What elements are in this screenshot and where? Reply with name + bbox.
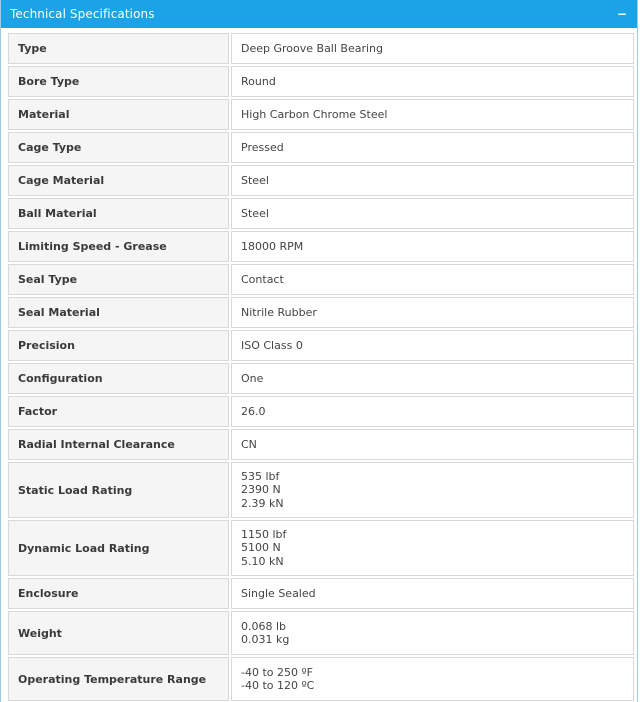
spec-value: [231, 330, 634, 361]
spec-value: [231, 578, 634, 609]
spec-label: Ball Material: [8, 198, 229, 229]
spec-row: [8, 520, 634, 576]
spec-value-line: 2.39 kN: [241, 496, 284, 510]
spec-label: Weight: [8, 611, 229, 655]
spec-label: Seal Type: [8, 264, 229, 295]
spec-value: [231, 363, 634, 394]
spec-value: [231, 520, 634, 576]
spec-row: [8, 462, 634, 518]
spec-row: [8, 578, 634, 609]
spec-value: [231, 429, 634, 460]
spec-value-line: 535 lbf: [241, 469, 280, 483]
collapse-icon[interactable]: −: [616, 7, 627, 21]
spec-value: [231, 198, 634, 229]
spec-value: [231, 657, 634, 701]
spec-value-line: 0.031 kg: [241, 633, 290, 646]
spec-label: Operating Temperature Range: [8, 657, 229, 701]
spec-row: [8, 297, 634, 328]
spec-value: [231, 264, 634, 295]
spec-value-line: ISO Class 0: [241, 338, 303, 352]
spec-value: [231, 165, 634, 196]
spec-value: [231, 99, 634, 130]
spec-value-line: -40 to 250 ºF: [241, 665, 314, 679]
spec-value: [231, 462, 634, 518]
spec-value-line: Contact: [241, 272, 284, 286]
spec-label: Factor: [8, 396, 229, 427]
spec-value-line: CN: [241, 437, 257, 451]
spec-label: Cage Type: [8, 132, 229, 163]
spec-value-line: High Carbon Chrome Steel: [241, 107, 388, 121]
specs-table: [6, 31, 636, 702]
spec-value-line: Round: [241, 74, 276, 88]
spec-label: Enclosure: [8, 578, 229, 609]
spec-label: Bore Type: [8, 66, 229, 97]
spec-row: [8, 99, 634, 130]
spec-row: [8, 396, 634, 427]
spec-label: Material: [8, 99, 229, 130]
spec-value-line: 5.10 kN: [241, 554, 284, 568]
spec-label: Cage Material: [8, 165, 229, 196]
panel-header[interactable]: [1, 0, 637, 28]
spec-label: Configuration: [8, 363, 229, 394]
spec-value: [231, 66, 634, 97]
spec-row: [8, 66, 634, 97]
spec-value: [231, 611, 634, 655]
spec-value-line: Steel: [241, 173, 269, 187]
spec-value-line: Pressed: [241, 140, 284, 154]
spec-value-line: 2390 N: [241, 483, 281, 497]
spec-value-line: 26.0: [241, 404, 266, 418]
spec-row: [8, 611, 634, 655]
spec-row: [8, 33, 634, 64]
spec-row: [8, 165, 634, 196]
spec-row: [8, 363, 634, 394]
spec-value: [231, 132, 634, 163]
spec-label: Radial Internal Clearance: [8, 429, 229, 460]
spec-row: [8, 198, 634, 229]
spec-label: Seal Material: [8, 297, 229, 328]
spec-label: Dynamic Load Rating: [8, 520, 229, 576]
specs-table-wrapper: [1, 28, 637, 702]
spec-label: Limiting Speed - Grease: [8, 231, 229, 262]
spec-value-line: 0.068 lb: [241, 619, 287, 633]
spec-label: Static Load Rating: [8, 462, 229, 518]
spec-value: [231, 396, 634, 427]
spec-value: [231, 297, 634, 328]
specs-table-body: [8, 33, 634, 701]
panel-title: Technical Specifications: [10, 7, 155, 21]
spec-value-line: 5100 N: [241, 541, 281, 555]
spec-label: Precision: [8, 330, 229, 361]
spec-value-line: Nitrile Rubber: [241, 305, 317, 319]
spec-row: [8, 429, 634, 460]
spec-row: [8, 657, 634, 701]
spec-value: [231, 231, 634, 262]
spec-value-line: Single Sealed: [241, 586, 316, 600]
spec-value-line: One: [241, 371, 264, 385]
spec-label: Type: [8, 33, 229, 64]
spec-row: [8, 132, 634, 163]
spec-value-line: 1150 lbf: [241, 527, 287, 541]
spec-row: [8, 264, 634, 295]
spec-value-line: Steel: [241, 206, 269, 220]
spec-row: [8, 330, 634, 361]
spec-value: [231, 33, 634, 64]
spec-value-line: 18000 RPM: [241, 239, 304, 253]
spec-row: [8, 231, 634, 262]
spec-value-line: Deep Groove Ball Bearing: [241, 41, 384, 55]
spec-value-line: -40 to 120 ºC: [241, 679, 315, 692]
